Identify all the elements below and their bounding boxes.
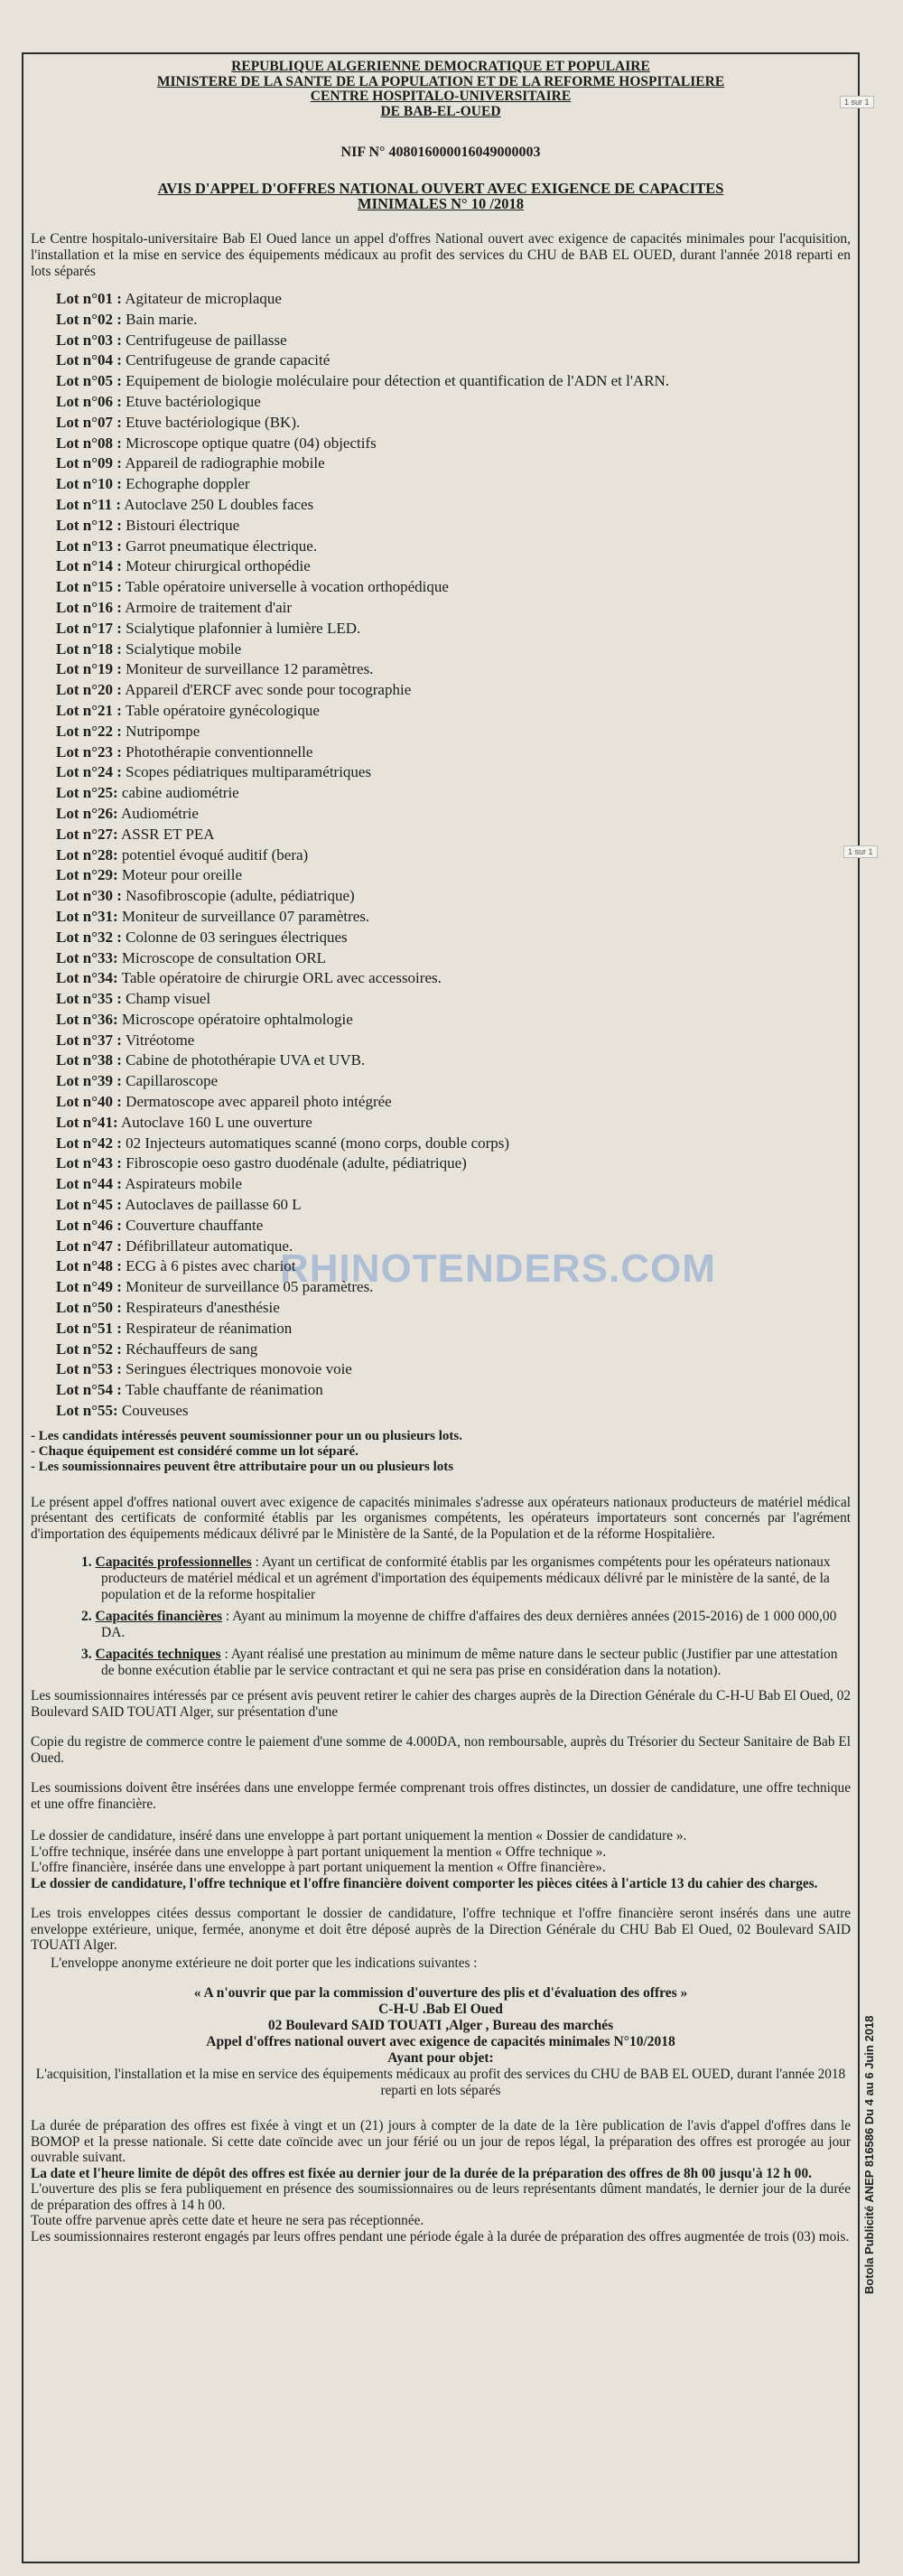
- capacity-item: [81, 1609, 851, 1641]
- lot-name: Agitateur de microplaque: [125, 290, 282, 307]
- lot-item: [56, 310, 851, 331]
- capacity-number: 3.: [81, 1647, 92, 1663]
- anonyme-paragraph: L'enveloppe anonyme extérieure ne doit porter que les indications suivantes :: [51, 1955, 478, 1971]
- lot-number: Lot n°16 :: [56, 598, 122, 616]
- lot-number: Lot n°10 :: [56, 475, 122, 493]
- lot-item: [56, 289, 851, 310]
- lot-item: [56, 434, 851, 454]
- lot-number: Lot n°27:: [56, 825, 118, 843]
- note-item: - Chaque équipement est considéré comme un lot séparé.: [31, 1443, 358, 1459]
- cahier-paragraph: Les soumissionnaires intéressés par ce présent avis peuvent retirer le cahier des charges auprès de la Direction Générale du C-H-U Bab El Oued, 02 Boulevard SAID TOUATI Alger, sur présentation d'une: [31, 1688, 851, 1720]
- lot-item: [56, 659, 851, 680]
- page-stamp-top: 1 sur 1: [840, 96, 874, 108]
- envelope-line-2: C-H-U .Bab El Oued: [378, 2002, 503, 2018]
- lot-item: [56, 762, 851, 783]
- lot-item: [56, 331, 851, 351]
- lot-item: [56, 722, 851, 742]
- lot-number: Lot n°09 :: [56, 454, 122, 472]
- lot-name: Scialytique plafonnier à lumière LED.: [126, 619, 361, 637]
- lot-item: [56, 948, 851, 969]
- lot-name: Seringues électriques monovoie voie: [126, 1360, 352, 1378]
- lot-item: [56, 556, 851, 577]
- header-line-1: REPUBLIQUE ALGERIENNE DEMOCRATIQUE ET POPULAIRE: [231, 59, 650, 74]
- lot-item: [56, 474, 851, 495]
- lot-name: Moniteur de surveillance 12 paramètres.: [126, 660, 374, 678]
- lot-item: [56, 968, 851, 989]
- lot-item: [56, 1359, 851, 1380]
- lot-name: Armoire de traitement d'air: [125, 598, 293, 616]
- lot-name: Etuve bactériologique (BK).: [126, 413, 301, 431]
- lot-name: Moniteur de surveillance 07 paramètres.: [121, 907, 370, 925]
- lot-number: Lot n°14 :: [56, 557, 122, 575]
- envelope-line-1: « A n'ouvrir que par la commission d'ouverture des plis et d'évaluation des offres »: [193, 1985, 688, 2002]
- lot-item: [56, 1134, 851, 1154]
- lot-item: [56, 680, 851, 701]
- lot-name: Table chauffante de réanimation: [125, 1381, 323, 1399]
- lot-name: Etuve bactériologique: [126, 392, 261, 410]
- nif-number: NIF N° 408016000016049000003: [340, 145, 541, 160]
- header-line-4: DE BAB-EL-OUED: [380, 103, 501, 119]
- lot-number: Lot n°18 :: [56, 639, 122, 658]
- lot-item: [56, 783, 851, 804]
- lot-item: [56, 804, 851, 825]
- notes-list: [31, 1429, 851, 1475]
- duree-paragraph: La durée de préparation des offres est fixée à vingt et un (21) jours à compter de la date de la 1ère publication de l'avis d'appel d'offres dans le BOMOP et la presse nationale. Si cette date coïncide avec un jour férié ou un jour de repos légal, la préparation des offres est prorogée au jour ouvrable suivant.: [31, 2118, 851, 2166]
- lot-number: Lot n°15 :: [56, 578, 122, 596]
- lot-number: Lot n°42 :: [56, 1134, 122, 1152]
- header-line-2: MINISTERE DE LA SANTE DE LA POPULATION ET DE LA REFORME HOSPITALIERE: [156, 73, 725, 89]
- lot-name: Autoclaves de paillasse 60 L: [125, 1196, 302, 1214]
- lot-item: [56, 825, 851, 845]
- lot-item: [56, 639, 851, 660]
- lot-item: [56, 1237, 851, 1257]
- capacity-label: Capacités professionnelles: [95, 1554, 252, 1571]
- lot-item: [56, 1216, 851, 1237]
- lot-number: Lot n°41:: [56, 1113, 118, 1131]
- dossier-paragraph: [31, 1828, 851, 1891]
- lot-name: Respirateurs d'anesthésie: [126, 1299, 280, 1317]
- lot-number: Lot n°06 :: [56, 392, 122, 410]
- lot-name: Respirateur de réanimation: [126, 1319, 293, 1337]
- lot-item: [56, 495, 851, 516]
- envelope-line-4: Appel d'offres national ouvert avec exigence de capacités minimales N°10/2018: [206, 2034, 675, 2050]
- lot-number: Lot n°24 :: [56, 763, 122, 781]
- lot-number: Lot n°04 :: [56, 351, 122, 369]
- intro-paragraph: Le Centre hospitalo-universitaire Bab El Oued lance un appel d'offres National ouvert avec exigence de capacités minimales pour l'acquisition, l'installation et la mise en service des équipements médicaux au profit des services du CHU de BAB EL OUED, durant l'année 2018 reparti en lots séparés: [31, 231, 851, 279]
- lot-name: Scopes pédiatriques multiparamétriques: [126, 763, 372, 781]
- note-item: - Les soumissionnaires peuvent être attributaire pour un ou plusieurs lots: [31, 1459, 454, 1474]
- lot-name: Autoclave 250 L doubles faces: [124, 495, 314, 513]
- dossier-line: L'offre financière, insérée dans une enveloppe à part portant uniquement la mention « Offre financière».: [31, 1860, 606, 1876]
- note-item: - Les candidats intéressés peuvent soumissionner pour un ou plusieurs lots.: [31, 1428, 463, 1443]
- lot-item: [56, 413, 851, 434]
- lot-name: Appareil d'ERCF avec sonde pour tocographie: [125, 681, 412, 699]
- lot-number: Lot n°38 :: [56, 1051, 122, 1069]
- watermark: RHINOTENDERS.COM: [280, 1246, 716, 1291]
- lot-item: [56, 865, 851, 886]
- page-stamp-mid: 1 sur 1: [843, 845, 878, 858]
- lot-item: [56, 392, 851, 413]
- lot-name: Moteur pour oreille: [121, 866, 243, 884]
- lot-name: Appareil de radiographie mobile: [125, 454, 325, 472]
- lot-name: Table opératoire gynécologique: [125, 701, 320, 719]
- dossier-line: Le dossier de candidature, inséré dans une enveloppe à part portant uniquement la mention « Dossier de candidature ».: [31, 1828, 687, 1844]
- lot-item: [56, 1010, 851, 1031]
- lot-number: Lot n°30 :: [56, 887, 122, 905]
- lot-number: Lot n°23 :: [56, 742, 122, 761]
- lot-number: Lot n°02 :: [56, 310, 122, 328]
- lot-number: Lot n°29:: [56, 866, 118, 884]
- capacities-list: [31, 1554, 851, 1679]
- ouverture-paragraph: L'ouverture des plis se fera publiquement en présence des soumissionnaires ou de leurs représentants dûment mandatés, le dernier jour de la durée de préparation des offres à 14 h 00.: [31, 2181, 851, 2213]
- lot-name: Table opératoire universelle à vocation orthopédique: [125, 578, 449, 596]
- tender-notice: [31, 60, 851, 2245]
- lot-item: [56, 1277, 851, 1298]
- lot-number: Lot n°01 :: [56, 290, 122, 307]
- lot-item: [56, 1071, 851, 1092]
- lot-number: Lot n°55:: [56, 1402, 118, 1420]
- lot-item: [56, 1092, 851, 1113]
- lot-number: Lot n°17 :: [56, 619, 122, 637]
- lot-item: [56, 701, 851, 722]
- lot-item: [56, 350, 851, 371]
- lot-name: Défibrillateur automatique.: [126, 1237, 293, 1255]
- envelope-line-5: Ayant pour objet:: [387, 2050, 494, 2067]
- copie-paragraph: Copie du registre de commerce contre le paiement d'une somme de 4.000DA, non remboursable, auprès du Trésorier du Secteur Sanitaire de Bab El Oued.: [31, 1734, 851, 1766]
- lot-name: potentiel évoqué auditif (bera): [121, 845, 309, 863]
- lot-item: [56, 886, 851, 907]
- lot-item: [56, 598, 851, 619]
- lot-number: Lot n°43 :: [56, 1154, 122, 1172]
- lot-number: Lot n°33:: [56, 948, 118, 966]
- lot-number: Lot n°08 :: [56, 434, 122, 452]
- lot-number: Lot n°47 :: [56, 1237, 122, 1255]
- lot-item: [56, 1380, 851, 1401]
- lot-name: Cabine de photothérapie UVA et UVB.: [126, 1051, 366, 1069]
- lot-number: Lot n°35 :: [56, 990, 122, 1008]
- lot-name: Microscope de consultation ORL: [121, 948, 327, 966]
- lot-number: Lot n°51 :: [56, 1319, 122, 1337]
- lots-list: [31, 289, 851, 1422]
- lot-number: Lot n°26:: [56, 804, 118, 822]
- lot-name: Dermatoscope avec appareil photo intégrée: [126, 1093, 392, 1111]
- lot-number: Lot n°39 :: [56, 1072, 122, 1090]
- lot-item: [56, 577, 851, 598]
- lot-number: Lot n°32 :: [56, 928, 122, 946]
- lot-number: Lot n°19 :: [56, 660, 122, 678]
- lot-name: Autoclave 160 L une ouverture: [120, 1113, 312, 1131]
- lot-number: Lot n°22 :: [56, 722, 122, 740]
- lot-number: Lot n°50 :: [56, 1299, 122, 1317]
- lot-number: Lot n°12 :: [56, 516, 122, 534]
- capacity-number: 1.: [81, 1554, 92, 1571]
- lot-item: [56, 907, 851, 928]
- lot-number: Lot n°25:: [56, 784, 118, 802]
- lot-name: Réchauffeurs de sang: [126, 1339, 258, 1358]
- lot-item: [56, 1256, 851, 1277]
- lot-name: Photothérapie conventionnelle: [126, 742, 313, 761]
- lot-name: Couveuses: [121, 1402, 189, 1420]
- lot-number: Lot n°05 :: [56, 372, 122, 390]
- notice-title-2: MINIMALES N° 10 /2018: [358, 195, 524, 212]
- lot-name: Nutripompe: [126, 722, 200, 740]
- lot-name: Vitréotome: [125, 1031, 195, 1049]
- capacity-text: : Ayant au minimum la moyenne de chiffre d'affaires des deux dernières années (2015-2016) de 1 000 000,00 DA.: [101, 1609, 837, 1641]
- capacity-number: 2.: [81, 1609, 92, 1625]
- lot-name: Echographe doppler: [126, 475, 250, 493]
- lot-number: Lot n°03 :: [56, 331, 122, 349]
- eligibility-paragraph: Le présent appel d'offres national ouvert avec exigence de capacités minimales s'adresse aux opérateurs nationaux producteurs de matériel médical présentant des certificats de conformité établis par les organismes compétents, les opérateurs importateurs sont concernés par l'agrément d'importation des équipements médicaux délivré par le Ministère de la Santé, de la Population et de la réforme Hospitalière.: [31, 1494, 851, 1542]
- engages-paragraph: Les soumissionnaires resteront engagés par leurs offres pendant une période égale à la durée de préparation des offres augmentée de trois (03) mois.: [31, 2228, 850, 2245]
- capacity-text: : Ayant un certificat de conformité établis par les organismes compétents pour les opérateurs nationaux producteurs de matériel médical et un agrément d'importation des équipements médicaux délivré par le ministère de la santé, de la population et de la reforme hospitalier: [101, 1554, 831, 1603]
- lot-number: Lot n°34:: [56, 969, 118, 987]
- lot-item: [56, 1153, 851, 1174]
- lot-number: Lot n°46 :: [56, 1216, 122, 1234]
- lot-name: Centrifugeuse de grande capacité: [126, 351, 330, 369]
- lot-name: Table opératoire de chirurgie ORL avec accessoires.: [121, 969, 442, 987]
- capacity-text: : Ayant réalisé une prestation au minimum de même nature dans le secteur public (Justifier par une attestation de bonne exécution établie par le service contractant et qui ne sera pas prise en considération dans la notation).: [101, 1647, 838, 1679]
- lot-number: Lot n°36:: [56, 1010, 118, 1028]
- lot-name: Fibroscopie oeso gastro duodénale (adulte, pédiatrique): [126, 1154, 467, 1172]
- notice-title-1: AVIS D'APPEL D'OFFRES NATIONAL OUVERT AVEC EXIGENCE DE CAPACITES: [157, 180, 724, 197]
- lot-name: Bain marie.: [126, 310, 198, 328]
- capacity-label: Capacités financières: [95, 1609, 222, 1625]
- lot-item: [56, 845, 851, 866]
- lot-number: Lot n°20 :: [56, 681, 122, 699]
- lot-item: [56, 1339, 851, 1360]
- lot-name: Centrifugeuse de paillasse: [126, 331, 287, 349]
- lot-name: Champ visuel: [126, 990, 211, 1008]
- side-credit: Botola Publicité ANEP 816586 Du 4 au 6 Juin 2018: [862, 2015, 876, 2294]
- lot-name: Microscope opératoire ophtalmologie: [121, 1010, 353, 1028]
- lot-name: ASSR ET PEA: [120, 825, 215, 843]
- lot-item: [56, 1401, 851, 1422]
- lot-number: Lot n°52 :: [56, 1339, 122, 1358]
- lot-number: Lot n°37 :: [56, 1031, 122, 1049]
- lot-item: [56, 1031, 851, 1051]
- capacity-label: Capacités techniques: [95, 1647, 221, 1663]
- lot-name: Nasofibroscopie (adulte, pédiatrique): [126, 887, 355, 905]
- lot-item: [56, 371, 851, 392]
- lot-item: [56, 1050, 851, 1071]
- toute-paragraph: Toute offre parvenue après cette date et heure ne sera pas réceptionnée.: [31, 2213, 424, 2229]
- lot-name: ECG à 6 pistes avec chariot: [126, 1257, 296, 1275]
- lot-name: cabine audiométrie: [121, 784, 239, 802]
- lot-number: Lot n°07 :: [56, 413, 122, 431]
- envelope-line-6: L'acquisition, l'installation et la mise en service des équipements médicaux au profit des services du CHU de BAB EL OUED, durant l'année 2018 reparti en lots séparés: [35, 2067, 846, 2098]
- lot-name: Equipement de biologie moléculaire pour détection et quantification de l'ADN et l'ARN.: [126, 372, 670, 390]
- lot-name: Moniteur de surveillance 05 paramètres.: [126, 1278, 374, 1296]
- lot-item: [56, 537, 851, 557]
- lot-item: [56, 989, 851, 1010]
- lot-number: Lot n°28:: [56, 845, 118, 863]
- enveloppes-paragraph: Les trois enveloppes citées dessus comportant le dossier de candidature, l'offre technique et l'offre financière seront insérés dans une autre enveloppe extérieure, unique, fermée, anonyme et doit être déposé auprès de la Direction Générale du CHU Bab El Oued, 02 Boulevard SAID TOUATI Alger.: [31, 1906, 851, 1954]
- lot-item: [56, 453, 851, 474]
- lot-item: [56, 619, 851, 639]
- lot-name: Microscope optique quatre (04) objectifs: [126, 434, 377, 452]
- lot-name: Bistouri électrique: [126, 516, 240, 534]
- lot-name: Moteur chirurgical orthopédie: [126, 557, 311, 575]
- lot-item: [56, 1319, 851, 1339]
- lot-name: Colonne de 03 seringues électriques: [126, 928, 348, 946]
- lot-number: Lot n°21 :: [56, 701, 122, 719]
- dossier-line: L'offre technique, insérée dans une enveloppe à part portant uniquement la mention « Offre technique ».: [31, 1843, 607, 1860]
- lot-name: Aspirateurs mobile: [125, 1175, 243, 1193]
- lot-number: Lot n°11 :: [56, 495, 121, 513]
- lot-number: Lot n°45 :: [56, 1196, 122, 1214]
- lot-item: [56, 742, 851, 763]
- lot-name: Capillaroscope: [126, 1072, 219, 1090]
- lot-item: [56, 1174, 851, 1195]
- lot-item: [56, 1195, 851, 1216]
- lot-number: Lot n°40 :: [56, 1093, 122, 1111]
- lot-number: Lot n°13 :: [56, 537, 122, 555]
- lot-name: Scialytique mobile: [126, 639, 242, 658]
- offres-paragraph: Les soumissions doivent être insérées dans une enveloppe fermée comprenant trois offres distinctes, un dossier de candidature, une offre technique et une offre financière.: [31, 1780, 851, 1812]
- lot-item: [56, 928, 851, 948]
- lot-name: Garrot pneumatique électrique.: [126, 537, 318, 555]
- lot-item: [56, 516, 851, 537]
- lot-item: [56, 1298, 851, 1319]
- dossier-line: Le dossier de candidature, l'offre technique et l'offre financière doivent comporter les pièces citées à l'article 13 du cahier des charges.: [31, 1875, 818, 1891]
- lot-name: Audiométrie: [120, 804, 199, 822]
- lot-number: Lot n°31:: [56, 907, 118, 925]
- lot-number: Lot n°54 :: [56, 1381, 122, 1399]
- date-paragraph: La date et l'heure limite de dépôt des offres est fixée au dernier jour de la durée de la préparation des offres de 8h 00 jusqu'à 12 h 00.: [31, 2165, 812, 2181]
- capacity-item: [81, 1647, 851, 1679]
- header-line-3: CENTRE HOSPITALO-UNIVERSITAIRE: [310, 89, 572, 104]
- lot-name: Couverture chauffante: [126, 1216, 264, 1234]
- lot-number: Lot n°48 :: [56, 1257, 122, 1275]
- capacity-item: [81, 1554, 851, 1603]
- lot-number: Lot n°44 :: [56, 1175, 122, 1193]
- envelope-line-3: 02 Boulevard SAID TOUATI ,Alger , Bureau des marchés: [267, 2018, 614, 2034]
- lot-name: 02 Injecteurs automatiques scanné (mono corps, double corps): [126, 1134, 510, 1152]
- lot-number: Lot n°53 :: [56, 1360, 122, 1378]
- lot-number: Lot n°49 :: [56, 1278, 122, 1296]
- lot-item: [56, 1113, 851, 1134]
